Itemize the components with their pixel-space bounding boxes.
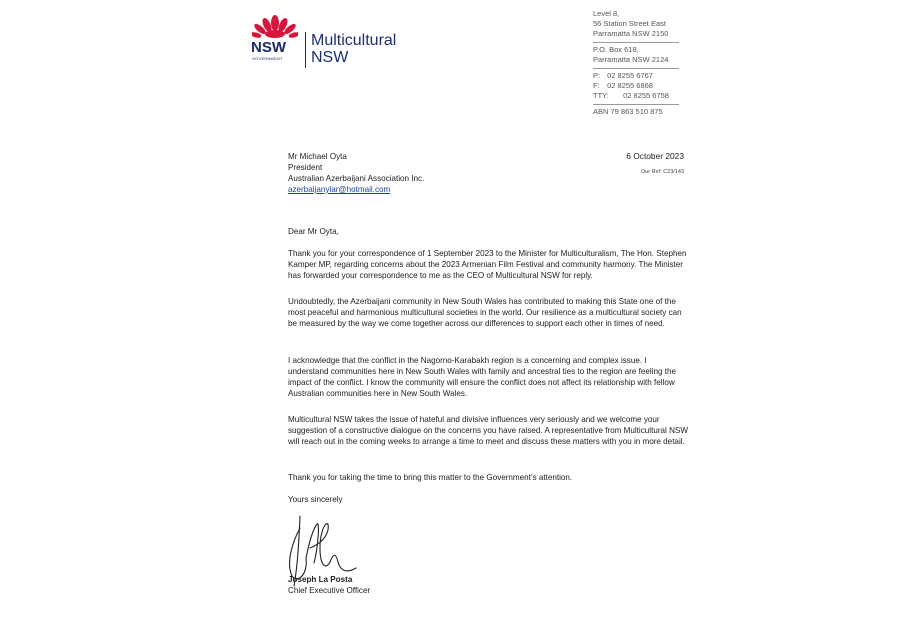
contact-numbers [593, 69, 679, 105]
waratah-icon [252, 14, 298, 40]
abn: ABN 79 863 510 875 [593, 107, 663, 116]
government-label: GOVERNMENT [252, 56, 283, 61]
org-name [311, 32, 396, 66]
recipient-email-link[interactable]: azerbaijanylar@hotmail.com [288, 185, 391, 194]
street-line-1: Level 8, [593, 9, 620, 18]
tty-label: TTY: [593, 91, 609, 100]
body-paragraph: Thank you for your correspondence of 1 September 2023 to the Minister for Multiculturalism, The Hon. Stephen Kamper MP, regarding concerns about the 2023 Armenian Film Festival and community harmony. The Minister has forwarded your correspondence to me as the CEO of Multicultural NSW for reply. [288, 249, 687, 280]
recipient-organisation: Australian Azerbaijani Association Inc. [288, 174, 425, 183]
street-address [593, 7, 679, 43]
po-line-2: Parramatta NSW 2124 [593, 55, 669, 64]
reference-number: Our Ref: C23/143 [640, 169, 684, 175]
phone-label: P: [593, 71, 601, 80]
body-paragraph: I acknowledge that the conflict in the Nagorno-Karabakh region is a concerning and complex issue. I understand communities here in New South Wales with family and ancestral ties to the region are feeling the impact of the conflict. I know the community will ensure the conflict does not affect its relationship with fellow Australian communities here in New South Wales. [288, 356, 676, 398]
fax-row [593, 81, 679, 91]
fax-number: 02 8255 6868 [607, 81, 653, 90]
salutation: Dear Mr Oyta, [288, 227, 339, 236]
closing: Yours sincerely [288, 495, 343, 504]
recipient-title: President [288, 163, 323, 172]
body-paragraph: Multicultural NSW takes the issue of hateful and divisive influences very seriously and we welcome your suggestion of a constructive dialogue on the concerns you have raised. A representative from Multicultural NSW will reach out in the coming weeks to arrange a time to meet and discuss these matters with you in more detail. [288, 415, 688, 446]
signer-name: Joseph La Posta [288, 575, 353, 584]
sender-address [593, 7, 679, 120]
logo-divider [305, 32, 306, 68]
phone-row [593, 71, 679, 81]
recipient-block [288, 151, 424, 195]
body-paragraph: Thank you for taking the time to bring this matter to the Government’s attention. [288, 473, 573, 482]
po-box-address [593, 43, 679, 69]
fax-label: F: [593, 81, 600, 90]
po-line-1: P.O. Box 618, [593, 45, 639, 54]
letter-date: 6 October 2023 [626, 151, 684, 161]
nsw-multicultural-logo [248, 14, 398, 64]
signer-title: Chief Executive Officer [288, 586, 371, 595]
tty-row [593, 91, 679, 101]
street-line-3: Parramatta NSW 2150 [593, 29, 669, 38]
recipient-name: Mr Michael Oyta [288, 152, 347, 161]
org-name-line1: Multicultural [311, 32, 397, 49]
tty-number: 02 8255 6758 [623, 91, 669, 100]
nsw-wordmark: NSW [251, 39, 286, 56]
phone-number: 02 8255 6767 [607, 71, 653, 80]
street-line-2: 56 Station Street East [593, 19, 666, 28]
org-name-line2: NSW [311, 49, 349, 66]
body-paragraph: Undoubtedly, the Azerbaijani community in New South Wales has contributed to making this State one of the most peaceful and harmonious multicultural societies in the world. Our resilience as a multicultural society can be measured by the way we come together across our differences to support each other in times of need. [288, 297, 682, 328]
abn-block [593, 105, 679, 120]
